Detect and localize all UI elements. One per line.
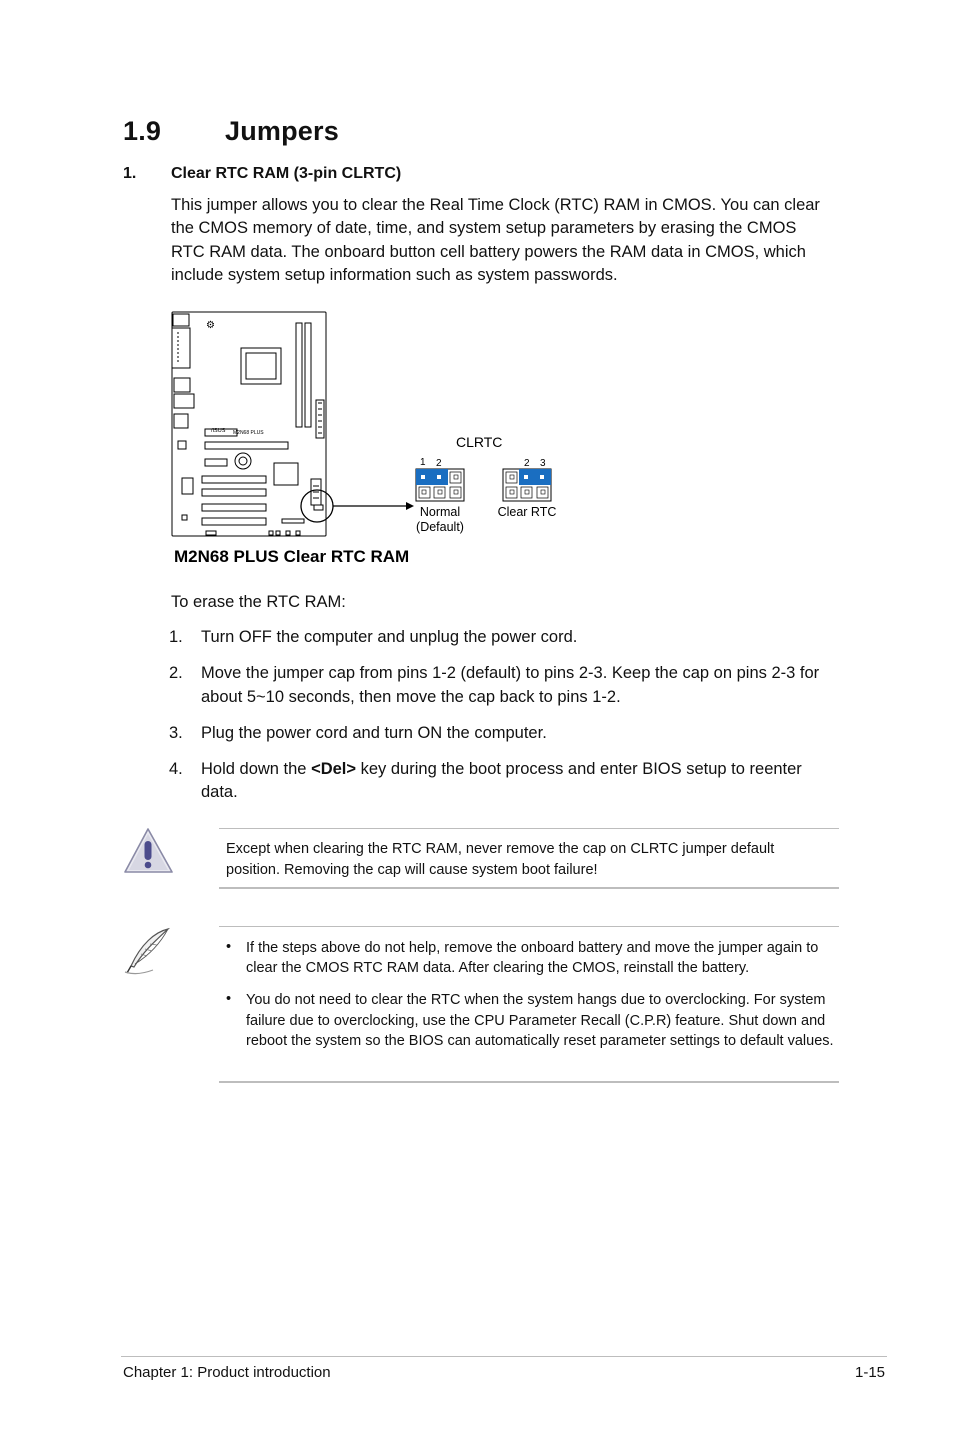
caution-top-rule [219,828,839,829]
normal-label: Normal [419,505,461,519]
pointer-arrow [333,502,414,510]
footer-rule [121,1356,887,1357]
note-text: You do not need to clear the RTC when the system hangs due to overclocking. For system failure due to overclocking, use the CPU Parameter Recall (C.P.R) feature. Shut down and reboot the system so the BIOS can automatically reset parameter settings to default values. [246,992,834,1049]
normal-pin-b: 2 [436,458,442,469]
notes-top-rule [219,926,839,927]
jumper-normal [416,457,464,534]
procedure-step [169,626,839,649]
clrtc-figure [168,306,588,576]
clear-rtc-label: Clear RTC [497,505,557,519]
page-number: 1-15 [855,1364,886,1381]
bullet: • [226,939,232,955]
section-title [123,116,339,147]
section-number: 1.9 [123,116,162,146]
clear-pin-b: 3 [540,458,546,469]
step-text-pre: Hold down the [201,760,312,779]
procedure-step [169,722,839,745]
jumper-label: CLRTC [456,434,503,450]
procedure-label: To erase the RTC RAM: [171,593,346,611]
procedure-step [169,662,839,709]
section-title-text: Jumpers [225,116,339,146]
bullet: • [226,991,232,1008]
warning-triangle-icon [123,826,175,876]
caution-text: Except when clearing the RTC RAM, never remove the cap on CLRTC jumper default position. Removing the cap will cause system boot failure! [226,841,775,878]
notes-list [226,938,836,1063]
normal-pin-a: 1 [420,457,426,468]
notes-bottom-rule [219,1081,839,1083]
note-item [226,938,836,978]
step-text: Turn OFF the computer and unplug the power cord. [201,628,578,646]
procedure-steps [169,626,839,818]
board-label: M2N68 PLUS [233,430,264,436]
default-label: (Default) [416,520,464,534]
board-brand: /ISUS [211,428,226,434]
step-text: Plug the power cord and turn ON the computer. [201,723,547,742]
item-heading-text: Clear RTC RAM (3-pin CLRTC) [171,165,402,182]
note-text: If the steps above do not help, remove the onboard battery and move the jumper again to clear the CMOS RTC RAM data. After clearing the CMOS, reinstall the battery. [246,940,819,977]
step-number: 1. [169,628,183,646]
procedure-step [169,758,839,805]
step-text-post: key during the boot process and enter BIOS setup to reenter data. [201,760,802,802]
figure-caption: M2N68 PLUS Clear RTC RAM [174,547,410,566]
step-number: 3. [169,723,183,742]
footer-chapter: Chapter 1: Product introduction [123,1364,331,1381]
step-number: 4. [169,760,183,779]
step-text: Move the jumper cap from pins 1-2 (default) to pins 2-3. Keep the cap on pins 2-3 for about 5~10 seconds, then move the cap back to pins 1-2. [201,664,820,706]
svg-text:⚙: ⚙ [206,320,215,331]
item-number: 1. [123,165,137,182]
item-heading [123,165,401,183]
intro-paragraph: This jumper allows you to clear the Real Time Clock (RTC) RAM in CMOS. You can clear the CMOS memory of date, time, and system setup parameters by erasing the CMOS RTC RAM data. The onboard button cell battery powers the RAM data in CMOS, which include system setup information such as system passwords. [171,196,820,284]
motherboard-diagram [172,312,333,536]
note-item [226,990,836,1051]
jumper-clear [498,458,557,519]
quill-pen-icon [121,926,173,976]
caution-bottom-rule [219,887,839,889]
step-number: 2. [169,664,183,683]
del-key: <Del> [311,760,357,779]
clear-pin-a: 2 [524,458,530,469]
